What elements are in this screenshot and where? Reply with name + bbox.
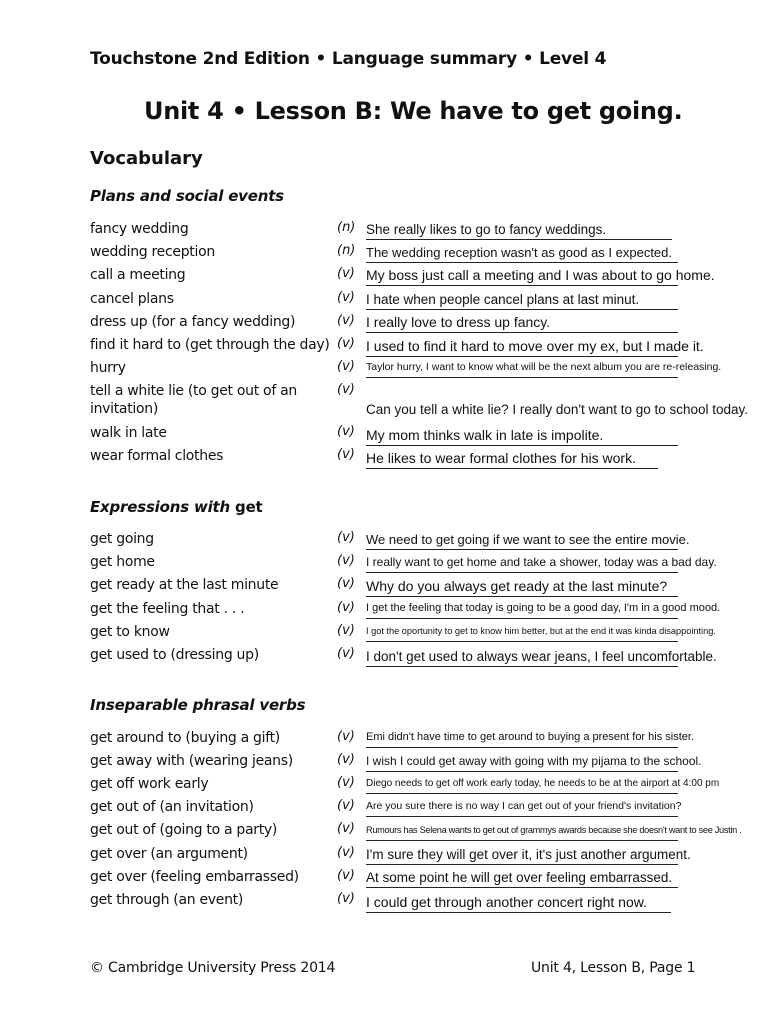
example-sentence: My boss just call a meeting and I was about to go home.: [366, 266, 678, 286]
part-of-speech: (v): [337, 821, 355, 836]
footer-page-number: Unit 4, Lesson B, Page 1: [531, 960, 696, 976]
example-sentence: I hate when people cancel plans at last minut.: [366, 290, 678, 310]
part-of-speech: (v): [337, 623, 355, 638]
example-sentence: At some point he will get over feeling embarrassed.: [366, 868, 678, 888]
part-of-speech: (v): [337, 798, 355, 813]
vocab-term: get over (feeling embarrassed): [90, 869, 299, 885]
example-sentence: I could get through another concert right now.: [366, 893, 671, 913]
vocab-term: get used to (dressing up): [90, 647, 259, 663]
example-sentence: I really want to get home and take a shower, today was a bad day.: [366, 553, 678, 573]
vocab-term: find it hard to (get through the day): [90, 337, 330, 353]
vocab-term: get ready at the last minute: [90, 577, 279, 593]
part-of-speech: (v): [337, 313, 355, 328]
part-of-speech: (v): [337, 382, 355, 397]
part-of-speech: (v): [337, 752, 355, 767]
vocab-term: get over (an argument): [90, 846, 248, 862]
part-of-speech: (v): [337, 729, 355, 744]
example-sentence: Can you tell a white lie? I really don't want to go to school today.: [366, 402, 749, 417]
example-sentence: The wedding reception wasn't as good as I expected.: [366, 243, 678, 263]
vocab-term: get home: [90, 554, 155, 570]
group-heading-inseparable-phrasal-verbs: [90, 696, 305, 714]
part-of-speech: (v): [337, 646, 355, 661]
example-sentence: Are you sure there is no way I can get out of your friend's invitation?: [366, 797, 678, 817]
part-of-speech: (v): [337, 336, 355, 351]
page-title: Unit 4 • Lesson B: We have to get going.: [144, 97, 683, 125]
part-of-speech: (v): [337, 447, 355, 462]
group-heading-plain: get: [235, 498, 263, 516]
vocab-term: get through (an event): [90, 892, 243, 908]
group-heading-expressions-with-get: [90, 498, 263, 516]
vocab-term: call a meeting: [90, 267, 186, 283]
footer-copyright: © Cambridge University Press 2014: [90, 960, 336, 976]
vocab-term: fancy wedding: [90, 221, 189, 237]
example-sentence: He likes to wear formal clothes for his work.: [366, 449, 658, 469]
part-of-speech: (n): [337, 220, 356, 235]
vocab-term: get out of (an invitation): [90, 799, 254, 815]
vocab-term: wedding reception: [90, 244, 215, 260]
example-sentence: I used to find it hard to move over my ex, but I made it.: [366, 337, 678, 357]
document-header: Touchstone 2nd Edition • Language summary • Level 4: [90, 49, 607, 69]
example-sentence: Diego needs to get off work early today, he needs to be at the airport at 4:00 pm: [366, 774, 678, 794]
part-of-speech: (v): [337, 424, 355, 439]
example-sentence: Taylor hurry, I want to know what will be the next album you are re-releasing.: [366, 358, 678, 378]
vocab-term: walk in late: [90, 425, 167, 441]
part-of-speech: (v): [337, 266, 355, 281]
vocab-term: tell a white lie (to get out of an invitation): [90, 383, 297, 417]
example-sentence: I'm sure they will get over it, it's just another argument.: [366, 845, 678, 865]
example-sentence: Rumours has Selena wants to get out of grammys awards because she doesn't want to see Justin .: [366, 821, 678, 841]
group-heading-italic: Inseparable phrasal verbs: [90, 696, 306, 714]
vocab-term: get around to (buying a gift): [90, 730, 280, 746]
vocab-term: get the feeling that . . .: [90, 601, 245, 617]
part-of-speech: (v): [337, 359, 355, 374]
part-of-speech: (v): [337, 845, 355, 860]
group-heading-italic: Plans and social events: [90, 187, 284, 205]
example-sentence: We need to get going if we want to see the entire movie.: [366, 530, 678, 550]
group-heading-plans-social-events: [90, 187, 284, 205]
example-sentence: Emi didn't have time to get around to buying a present for his sister.: [366, 728, 678, 748]
part-of-speech: (v): [337, 891, 355, 906]
vocab-term: get out of (going to a party): [90, 822, 278, 838]
vocab-term: get off work early: [90, 776, 209, 792]
example-sentence: I wish I could get away with going with my pijama to the school.: [366, 752, 678, 772]
vocab-term: get away with (wearing jeans): [90, 753, 293, 769]
example-sentence: I really love to dress up fancy.: [366, 313, 678, 333]
part-of-speech: (n): [337, 243, 356, 258]
part-of-speech: (v): [337, 775, 355, 790]
part-of-speech: (v): [337, 576, 355, 591]
example-sentence: I get the feeling that today is going to be a good day, I'm in a good mood.: [366, 599, 678, 619]
example-sentence: I got the oportunity to get to know him better, but at the end it was kinda disappointing.: [366, 622, 678, 642]
vocab-term: dress up (for a fancy wedding): [90, 314, 296, 330]
part-of-speech: (v): [337, 530, 355, 545]
vocab-term: hurry: [90, 360, 126, 376]
vocab-term: wear formal clothes: [90, 448, 224, 464]
part-of-speech: (v): [337, 290, 355, 305]
example-sentence: I don't get used to always wear jeans, I feel uncomfortable.: [366, 647, 678, 667]
vocab-term: get going: [90, 531, 154, 547]
part-of-speech: (v): [337, 553, 355, 568]
group-heading-italic: Expressions with: [90, 498, 236, 516]
example-sentence: Why do you always get ready at the last minute?: [366, 577, 678, 597]
vocab-term: cancel plans: [90, 291, 174, 307]
section-title-vocabulary: Vocabulary: [90, 148, 203, 169]
vocab-term: get to know: [90, 624, 170, 640]
example-sentence: My mom thinks walk in late is impolite.: [366, 426, 678, 446]
part-of-speech: (v): [337, 868, 355, 883]
part-of-speech: (v): [337, 600, 355, 615]
example-sentence: She really likes to go to fancy weddings.: [366, 220, 672, 240]
